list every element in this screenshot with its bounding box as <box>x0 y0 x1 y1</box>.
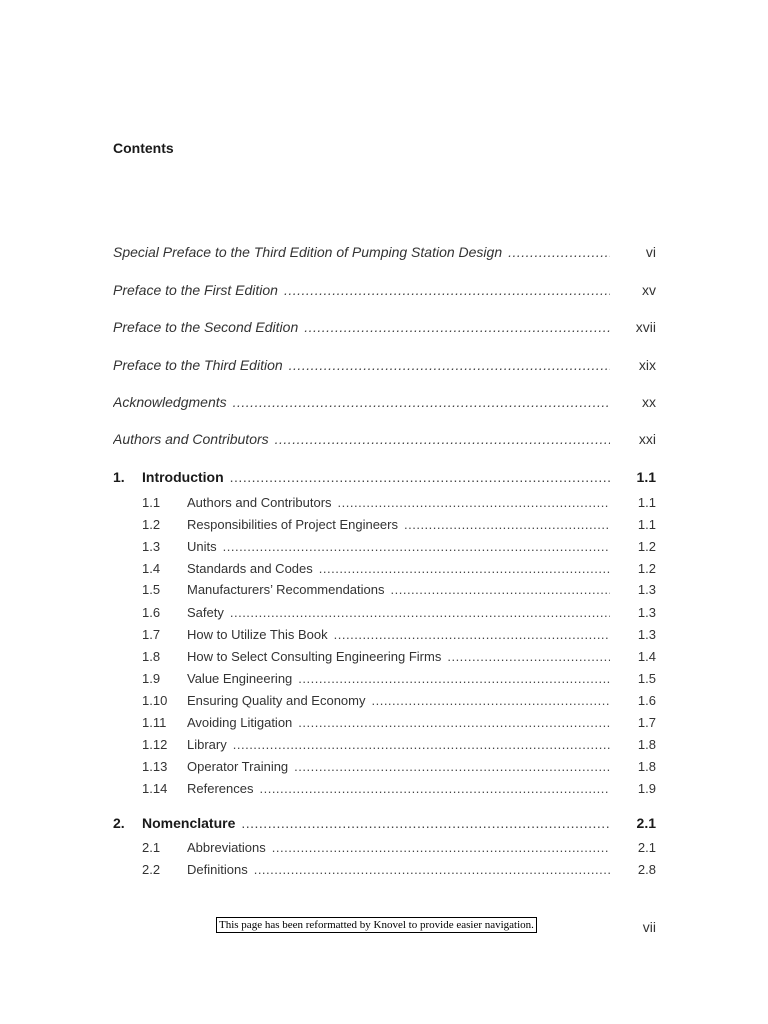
toc-entry-section[interactable] <box>0 495 768 515</box>
dot-leader <box>230 469 610 485</box>
toc-entry-section[interactable] <box>0 715 768 735</box>
toc-page-number: xix <box>638 357 656 373</box>
section-title: Units <box>187 539 217 554</box>
toc-entry-preface[interactable] <box>0 319 768 341</box>
toc-page-number: xv <box>642 282 656 298</box>
dot-leader <box>275 431 610 447</box>
page-number: vii <box>642 919 656 935</box>
toc-page-number: 1.4 <box>637 649 656 664</box>
toc-page-number: 1.2 <box>637 561 656 576</box>
chapter-number: 2. <box>113 815 125 831</box>
dot-leader <box>298 715 610 730</box>
toc-entry-section[interactable] <box>0 539 768 559</box>
toc-page-number: vi <box>645 244 656 260</box>
toc-entry-preface[interactable] <box>0 282 768 304</box>
section-title: Definitions <box>187 862 248 877</box>
toc-entry-preface[interactable] <box>0 394 768 416</box>
section-number: 1.12 <box>142 737 168 752</box>
toc-entry-preface[interactable] <box>0 357 768 379</box>
dot-leader <box>298 671 610 686</box>
toc-page-number: 2.1 <box>637 840 656 855</box>
dot-leader <box>284 282 610 298</box>
toc-page-number: 1.5 <box>637 671 656 686</box>
dot-leader <box>254 862 610 877</box>
toc-page-number: 1.6 <box>637 693 656 708</box>
section-title: Safety <box>187 605 224 620</box>
section-title: Responsibilities of Project Engineers <box>187 517 398 532</box>
toc-page-number: 1.8 <box>637 759 656 774</box>
toc-entry-chapter[interactable] <box>0 469 768 491</box>
toc-entry-section[interactable] <box>0 627 768 647</box>
dot-leader <box>241 815 610 831</box>
dot-leader <box>508 244 610 260</box>
dot-leader <box>259 781 610 796</box>
section-number: 2.1 <box>142 840 161 855</box>
section-number: 1.8 <box>142 649 161 664</box>
toc-entry-chapter[interactable] <box>0 815 768 837</box>
section-number: 1.7 <box>142 627 161 642</box>
toc-entry-section[interactable] <box>0 840 768 860</box>
section-number: 1.3 <box>142 539 161 554</box>
toc-entry-title: Preface to the Third Edition <box>113 357 283 373</box>
toc-page-number: 1.3 <box>637 582 656 597</box>
dot-leader <box>334 627 610 642</box>
toc-entry-section[interactable] <box>0 781 768 801</box>
toc-page-number: 2.1 <box>636 815 656 831</box>
chapter-title: Introduction <box>142 469 224 485</box>
toc-page-number: xvii <box>635 319 656 335</box>
toc-page-number: 1.9 <box>637 781 656 796</box>
section-number: 1.2 <box>142 517 161 532</box>
toc-entry-section[interactable] <box>0 605 768 625</box>
chapter-number: 1. <box>113 469 125 485</box>
section-number: 1.14 <box>142 781 168 796</box>
section-title: Manufacturers’ Recommendations <box>187 582 385 597</box>
toc-entry-section[interactable] <box>0 561 768 581</box>
section-title: Authors and Contributors <box>187 495 332 510</box>
toc-page-number: 2.8 <box>637 862 656 877</box>
dot-leader <box>391 582 611 597</box>
section-number: 1.5 <box>142 582 161 597</box>
toc-entry-section[interactable] <box>0 671 768 691</box>
dot-leader <box>404 517 610 532</box>
section-title: How to Utilize This Book <box>187 627 328 642</box>
contents-heading: Contents <box>113 140 174 156</box>
toc-page-number: 1.2 <box>637 539 656 554</box>
dot-leader <box>223 539 610 554</box>
section-title: Abbreviations <box>187 840 266 855</box>
section-number: 1.10 <box>142 693 168 708</box>
toc-entry-title: Preface to the First Edition <box>113 282 278 298</box>
section-title: Ensuring Quality and Economy <box>187 693 366 708</box>
section-title: Avoiding Litigation <box>187 715 293 730</box>
dot-leader <box>338 495 610 510</box>
toc-entry-title: Authors and Contributors <box>113 431 269 447</box>
dot-leader <box>233 737 610 752</box>
toc-entry-preface[interactable] <box>0 244 768 266</box>
section-number: 1.9 <box>142 671 161 686</box>
section-title: Standards and Codes <box>187 561 313 576</box>
section-title: Value Engineering <box>187 671 293 686</box>
toc-entry-preface[interactable] <box>0 431 768 453</box>
dot-leader <box>272 840 610 855</box>
reformatted-notice: This page has been reformatted by Knovel to provide easier navigation. <box>216 917 537 933</box>
toc-page-number: 1.7 <box>637 715 656 730</box>
toc-entry-section[interactable] <box>0 759 768 779</box>
toc-entry-section[interactable] <box>0 862 768 882</box>
toc-page-number: 1.1 <box>637 517 656 532</box>
dot-leader <box>289 357 610 373</box>
toc-entry-section[interactable] <box>0 737 768 757</box>
section-title: How to Select Consulting Engineering Firms <box>187 649 442 664</box>
toc-page-number: 1.3 <box>637 605 656 620</box>
section-title: References <box>187 781 254 796</box>
toc-entry-title: Special Preface to the Third Edition of Pumping Station Design <box>113 244 503 260</box>
section-number: 1.1 <box>142 495 161 510</box>
dot-leader <box>233 394 610 410</box>
toc-entry-section[interactable] <box>0 582 768 602</box>
dot-leader <box>230 605 610 620</box>
toc-entry-section[interactable] <box>0 649 768 669</box>
section-number: 1.11 <box>142 715 167 730</box>
toc-page-number: 1.8 <box>637 737 656 752</box>
toc-entry-title: Acknowledgments <box>113 394 227 410</box>
section-number: 1.4 <box>142 561 161 576</box>
toc-entry-section[interactable] <box>0 693 768 713</box>
dot-leader <box>319 561 610 576</box>
toc-entry-section[interactable] <box>0 517 768 537</box>
section-number: 1.13 <box>142 759 168 774</box>
dot-leader <box>371 693 610 708</box>
section-title: Library <box>187 737 227 752</box>
dot-leader <box>294 759 610 774</box>
dot-leader <box>304 319 610 335</box>
chapter-title: Nomenclature <box>142 815 236 831</box>
toc-page-number: xxi <box>638 431 656 447</box>
section-number: 2.2 <box>142 862 161 877</box>
section-title: Operator Training <box>187 759 289 774</box>
section-number: 1.6 <box>142 605 161 620</box>
toc-entry-title: Preface to the Second Edition <box>113 319 299 335</box>
dot-leader <box>447 649 610 664</box>
toc-page-number: 1.1 <box>637 495 656 510</box>
toc-page-number: 1.1 <box>636 469 656 485</box>
toc-page-number: 1.3 <box>637 627 656 642</box>
toc-page-number: xx <box>642 394 656 410</box>
